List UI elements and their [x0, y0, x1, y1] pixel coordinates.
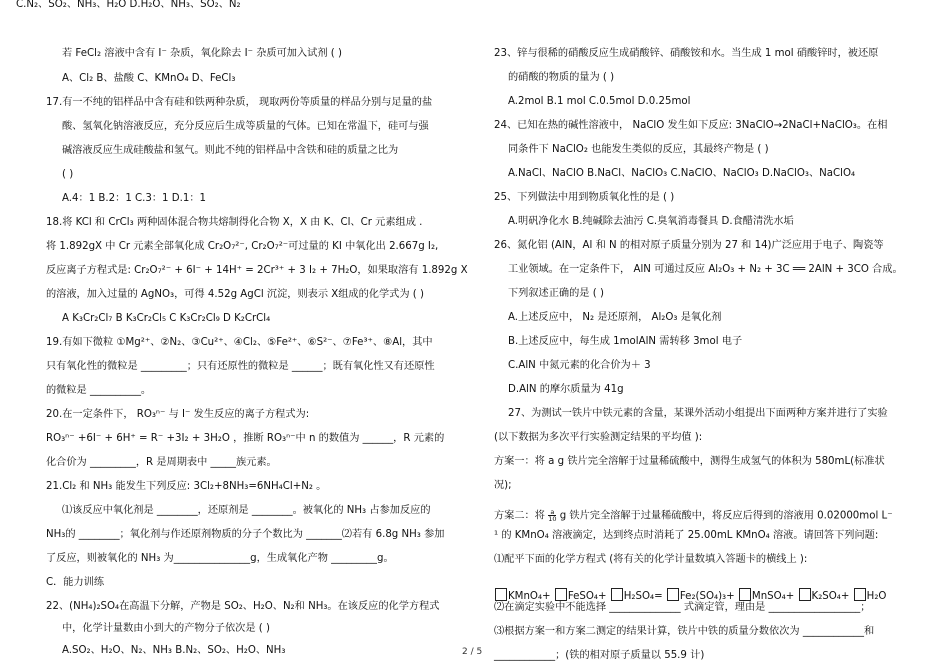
balance-equation — [494, 588, 886, 602]
plan-two-suffix: g 铁片完全溶解于过量稀硫酸中，将反应后得到的溶液用 0.02000mol L⁻ — [559, 510, 893, 522]
text-line: C．能力训练 — [46, 577, 105, 588]
equation-term: FeSO₄+ — [567, 591, 607, 602]
text-line: 21.Cl₂ 和 NH₃ 能发生下列反应: 3Cl₂+8NH₃=6NH₄Cl+N₂ 。 — [46, 481, 327, 492]
text-line: ⑴配平下面的化学方程式 (将有关的化学计量数填入答题卡的横线上 ): — [494, 554, 808, 565]
coefficient-box[interactable] — [854, 588, 866, 601]
text-line: A、Cl₂ B、盐酸 C、KMnO₄ D、FeCl₃ — [62, 73, 236, 84]
fraction-a-over-10 — [548, 509, 556, 522]
text-line: 17.有一不纯的铝样品中含有硅和铁两种杂质， 现取两份等质量的样品分别与足量的盐 — [46, 97, 433, 108]
text-line: A.NaCl、NaClO B.NaCl、NaClO₃ C.NaClO、NaClO₃ D.NaClO₃、NaClO₄ — [508, 168, 856, 179]
equation-term: MnSO₄+ — [751, 591, 795, 602]
text-line: 碱溶液反应生成硅酸盐和氢气。则此不纯的铝样品中含铁和硅的质量之比为 — [62, 145, 399, 156]
text-line: A.2mol B.1 mol C.0.5mol D.0.25mol — [508, 96, 691, 107]
text-line: 19.有如下微粒 ①Mg²⁺、②N₂、③Cu²⁺、④Cl₂、⑤Fe²⁺、⑥S²⁻、⑦Fe³⁺、⑧Al，其中 — [46, 337, 433, 348]
text-line: 中，化学计量数由小到大的产物分子依次是 ( ) — [62, 623, 270, 634]
text-line: 27、为测试一铁片中铁元素的含量，某课外活动小组提出下面两种方案并进行了实验 — [508, 408, 888, 419]
text-line: 若 FeCl₂ 溶液中含有 I⁻ 杂质，氧化除去 I⁻ 杂质可加入试剂 ( ) — [62, 48, 342, 59]
plan-two-prefix: 方案二：将 — [494, 510, 545, 522]
equation-term: Fe₂(SO₄)₃+ — [679, 591, 735, 602]
text-line: 25、下列做法中用到物质氧化性的是 ( ) — [494, 192, 675, 203]
coefficient-box[interactable] — [667, 588, 679, 601]
text-line: D.AlN 的摩尔质量为 41g — [508, 384, 624, 395]
text-line: NH₃的 ________；氧化剂与作还原剂物质的分子个数比为 _______⑵若有 6.8g NH₃ 参加 — [46, 529, 445, 540]
text-line: A.4：1 B.2：1 C.3：1 D.1：1 — [62, 193, 207, 204]
text-line: 23、锌与很稀的硝酸反应生成硝酸锌、硝酸铵和水。当生成 1 mol 硝酸锌时，被还原 — [494, 48, 879, 59]
text-line: 下列叙述正确的是 ( ) — [508, 288, 604, 299]
text-line: C.AlN 中氮元素的化合价为＋ 3 — [508, 360, 651, 371]
text-line: ⑵在滴定实验中不能选择 ______________ 式滴定管，理由是 __________________； — [494, 602, 871, 613]
text-line: 的微粒是 __________。 — [46, 385, 152, 396]
fraction-numerator: a — [548, 509, 556, 516]
text-line: 18.将 KCl 和 CrCl₃ 两种固体混合物共熔制得化合物 X，X 由 K、Cl、Cr 元素组成 . — [46, 217, 423, 228]
text-line: 酸、氢氧化钠溶液反应，充分反应后生成等质量的气体。已知在常温下，硅可与强 — [62, 121, 429, 132]
text-line: A K₃Cr₂Cl₇ B K₃Cr₂Cl₅ C K₃Cr₂Cl₉ D K₂CrCl₄ — [62, 313, 271, 324]
text-line: 化合价为 _________，R 是周期表中 _____族元素。 — [46, 457, 277, 468]
text-line: ( ) — [62, 169, 74, 180]
plan-two-line — [494, 509, 893, 522]
text-line: A.上述反应中， N₂ 是还原剂， Al₂O₃ 是氧化剂 — [508, 312, 722, 323]
fraction-denominator: 10 — [548, 515, 557, 523]
coefficient-box[interactable] — [495, 588, 507, 601]
coefficient-box[interactable] — [555, 588, 567, 601]
text-line: ¹ 的 KMnO₄ 溶液滴定，达到终点时消耗了 25.00mL KMnO₄ 溶液。请回答下列问题: — [494, 530, 879, 541]
text-line: 只有氧化性的微粒是 _________；只有还原性的微粒是 ______；既有氧化性又有还原性 — [46, 361, 435, 372]
page-number: 2 / 5 — [462, 647, 483, 657]
text-line: B.上述反应中，每生成 1molAlN 需转移 3mol 电子 — [508, 336, 743, 347]
text-line: A.明矾净化水 B.纯碱除去油污 C.臭氧消毒餐具 D.食醋清洗水垢 — [508, 216, 794, 227]
text-line: ⑴该反应中氧化剂是 ________，还原剂是 ________。被氧化的 NH₃ 占参加反应的 — [62, 505, 431, 516]
equation-term: H₂O — [866, 591, 887, 602]
text-line: 24、已知在热的碱性溶液中， NaClO 发生如下反应: 3NaClO→2NaCl+NaClO₃。在相 — [494, 120, 888, 131]
text-line: 了反应，则被氧化的 NH₃ 为_______________g，生成氧化产物 _________g。 — [46, 553, 394, 564]
text-line: 工业领域。在一定条件下， AlN 可通过反应 Al₂O₃ + N₂ + 3C ══ 2AlN + 3CO 合成。 — [508, 264, 903, 275]
text-line: 反应离子方程式是: Cr₂O₇²⁻ + 6I⁻ + 14H⁺ = 2Cr³⁺ + 3 I₂ + 7H₂O，如果取溶有 1.892g X — [46, 265, 468, 276]
text-line: 20.在一定条件下， RO₃ⁿ⁻ 与 I⁻ 发生反应的离子方程式为: — [46, 409, 310, 420]
text-line: (以下数据为多次平行实验测定结果的平均值 ): — [494, 432, 703, 443]
equation-term: KMnO₄+ — [508, 591, 551, 602]
text-line: 将 1.892gX 中 Cr 元素全部氧化成 Cr₂O₇²⁻, Cr₂O₇²⁻可过量的 KI 中氧化出 2.667g I₂, — [46, 241, 439, 252]
equation-term: H₂SO₄= — [623, 591, 663, 602]
coefficient-box[interactable] — [611, 588, 623, 601]
text-line: 同条件下 NaClO₂ 也能发生类似的反应，其最终产物是 ( ) — [508, 144, 769, 155]
text-line: 22、(NH₄)₂SO₄在高温下分解，产物是 SO₂、H₂O、N₂和 NH₃。在该反应的化学方程式 — [46, 601, 440, 612]
coefficient-box[interactable] — [799, 588, 811, 601]
text-line: 况); — [494, 480, 512, 491]
text-line: RO₃ⁿ⁻ +6I⁻ + 6H⁺ = R⁻ +3I₂ + 3H₂O ，推断 RO₃ⁿ⁻中 n 的数值为 ______，R 元素的 — [46, 433, 445, 444]
text-line: 的溶液，加入过量的 AgNO₃，可得 4.52g AgCl 沉淀，则表示 X组成的化学式为 ( ) — [46, 289, 424, 300]
text-line: 的硝酸的物质的量为 ( ) — [508, 72, 615, 83]
text-line: A.SO₂、H₂O、N₂、NH₃ B.N₂、SO₂、H₂O、NH₃ — [62, 645, 286, 656]
text-line: ⑶根据方案一和方案二测定的结果计算，铁片中铁的质量分数依次为 ____________和 — [494, 626, 875, 637]
text-line: C.N₂、SO₂、NH₃、H₂O D.H₂O、NH₃、SO₂、N₂ — [16, 0, 241, 10]
text-line: 26、氮化铝 (AlN，Al 和 N 的相对原子质量分别为 27 和 14)广泛应用于电子、陶瓷等 — [494, 240, 884, 251]
coefficient-box[interactable] — [739, 588, 751, 601]
equation-term: K₂SO₄+ — [811, 591, 850, 602]
text-line: 方案一：将 a g 铁片完全溶解于过量稀硫酸中，测得生成氢气的体积为 580mL(标准状 — [494, 456, 885, 467]
text-line: ____________；(铁的相对原子质量以 55.9 计) — [494, 650, 705, 661]
